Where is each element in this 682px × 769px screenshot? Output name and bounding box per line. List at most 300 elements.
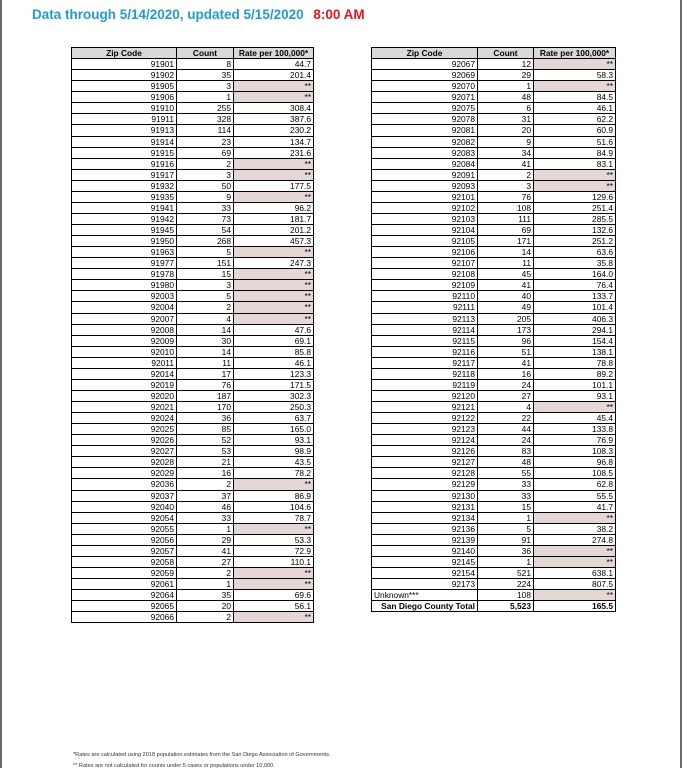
table-row <box>72 501 314 512</box>
table-row <box>72 534 314 545</box>
zip-cell: 92116 <box>372 346 478 357</box>
zip-cell: 92004 <box>72 302 177 313</box>
zip-cell: 92071 <box>372 92 478 103</box>
zip-cell: 92075 <box>372 103 478 114</box>
table-row <box>72 180 314 191</box>
count-cell: 41 <box>478 357 534 368</box>
table-row <box>72 202 314 213</box>
zip-cell: 92036 <box>72 479 177 490</box>
table-row <box>372 457 616 468</box>
zip-cell: 92114 <box>372 324 478 335</box>
rate-cell: 86.9 <box>234 490 314 501</box>
rate-cell: 164.0 <box>534 269 616 280</box>
rate-cell: ** <box>534 590 616 601</box>
table-row <box>72 490 314 501</box>
rate-cell: 251.2 <box>534 236 616 247</box>
count-cell: 15 <box>478 501 534 512</box>
table-row <box>72 523 314 534</box>
rate-cell: 133.7 <box>534 291 616 302</box>
rate-cell: 247.3 <box>234 258 314 269</box>
zip-cell: 91910 <box>72 103 177 114</box>
rate-cell: 46.1 <box>234 357 314 368</box>
table-row <box>372 191 616 202</box>
count-cell: 30 <box>177 335 234 346</box>
table-row <box>372 291 616 302</box>
table-row <box>72 590 314 601</box>
table-row <box>72 191 314 202</box>
table-row <box>372 258 616 269</box>
zip-cell: 92102 <box>372 202 478 213</box>
table-row <box>72 468 314 479</box>
table-row <box>72 479 314 490</box>
zip-cell: 91935 <box>72 191 177 202</box>
table-row <box>72 92 314 103</box>
count-cell: 29 <box>478 70 534 81</box>
rate-cell: 133.8 <box>534 424 616 435</box>
table-header-row <box>72 48 314 59</box>
rate-cell: 78.7 <box>234 512 314 523</box>
zip-cell: 92131 <box>372 501 478 512</box>
table-row <box>72 335 314 346</box>
count-cell: 111 <box>478 213 534 224</box>
rate-cell: 101.4 <box>534 302 616 313</box>
table-row <box>72 225 314 236</box>
rate-cell: 62.2 <box>534 114 616 125</box>
count-cell: 521 <box>478 567 534 578</box>
rate-cell: 76.9 <box>534 435 616 446</box>
count-cell: 33 <box>177 512 234 523</box>
rate-cell: 201.2 <box>234 225 314 236</box>
zip-cell: 92025 <box>72 424 177 435</box>
table-row <box>72 357 314 368</box>
table-row <box>72 457 314 468</box>
table-row <box>72 601 314 612</box>
table-row <box>372 313 616 324</box>
rate-cell: 96.2 <box>234 202 314 213</box>
count-cell: 11 <box>177 357 234 368</box>
zip-cell: 92027 <box>72 446 177 457</box>
zip-cell: 91914 <box>72 136 177 147</box>
rate-cell: 274.8 <box>534 534 616 545</box>
rate-cell: 123.3 <box>234 368 314 379</box>
table-row <box>372 567 616 578</box>
zip-cell: 92011 <box>72 357 177 368</box>
table-row <box>72 125 314 136</box>
zip-cell: 92069 <box>372 70 478 81</box>
zip-cell: 92091 <box>372 169 478 180</box>
count-cell: 96 <box>478 335 534 346</box>
count-cell: 2 <box>177 302 234 313</box>
label-cell: Unknown*** <box>372 590 478 601</box>
zip-cell: 91915 <box>72 147 177 158</box>
table-row <box>372 402 616 413</box>
unknown-row <box>372 590 616 601</box>
rate-cell: 406.3 <box>534 313 616 324</box>
count-cell: 76 <box>478 191 534 202</box>
count-cell: 31 <box>478 114 534 125</box>
rate-cell: 387.6 <box>234 114 314 125</box>
count-cell: 20 <box>478 125 534 136</box>
table-row <box>372 335 616 346</box>
rate-cell: ** <box>234 479 314 490</box>
zip-cell: 91942 <box>72 213 177 224</box>
zip-cell: 92106 <box>372 247 478 258</box>
table-header-row <box>372 48 616 59</box>
table-row <box>72 70 314 81</box>
table-row <box>72 567 314 578</box>
table-row <box>372 446 616 457</box>
zip-cell: 92136 <box>372 523 478 534</box>
table-row <box>72 103 314 114</box>
table-row <box>72 158 314 169</box>
zip-cell: 92059 <box>72 567 177 578</box>
zip-cell: 92117 <box>372 357 478 368</box>
rate-cell: 165.5 <box>534 601 616 612</box>
zip-cell: 92129 <box>372 479 478 490</box>
count-cell: 91 <box>478 534 534 545</box>
zip-cell: 91913 <box>72 125 177 136</box>
count-cell: 108 <box>478 590 534 601</box>
count-cell: 33 <box>478 479 534 490</box>
count-cell: 35 <box>177 70 234 81</box>
count-cell: 85 <box>177 424 234 435</box>
rate-cell: ** <box>234 291 314 302</box>
count-cell: 14 <box>177 324 234 335</box>
header-rate: Rate per 100,000* <box>234 48 314 59</box>
count-cell: 24 <box>478 379 534 390</box>
zip-cell: 92101 <box>372 191 478 202</box>
header-count: Count <box>177 48 234 59</box>
count-cell: 35 <box>177 590 234 601</box>
table-row <box>372 490 616 501</box>
zip-cell: 92003 <box>72 291 177 302</box>
count-cell: 11 <box>478 258 534 269</box>
zip-cell: 92037 <box>72 490 177 501</box>
zip-cell: 91945 <box>72 225 177 236</box>
count-cell: 3 <box>177 169 234 180</box>
rate-cell: 78.2 <box>234 468 314 479</box>
count-cell: 69 <box>478 225 534 236</box>
table-row <box>372 390 616 401</box>
rate-cell: 101.1 <box>534 379 616 390</box>
count-cell: 8 <box>177 59 234 70</box>
table-row <box>72 213 314 224</box>
table-row <box>372 556 616 567</box>
rate-cell: ** <box>234 269 314 280</box>
zip-cell: 92081 <box>372 125 478 136</box>
rate-cell: ** <box>534 169 616 180</box>
table-row <box>72 269 314 280</box>
count-cell: 1 <box>177 92 234 103</box>
table-row <box>372 136 616 147</box>
zip-cell: 92119 <box>372 379 478 390</box>
table-row <box>72 435 314 446</box>
zip-cell: 92057 <box>72 545 177 556</box>
table-row <box>372 501 616 512</box>
rate-cell: 69.1 <box>234 335 314 346</box>
count-cell: 16 <box>177 468 234 479</box>
table-row <box>372 324 616 335</box>
table-row <box>372 357 616 368</box>
zip-cell: 92109 <box>372 280 478 291</box>
rate-cell: 93.1 <box>234 435 314 446</box>
zip-cell: 92056 <box>72 534 177 545</box>
count-cell: 23 <box>177 136 234 147</box>
table-row <box>72 346 314 357</box>
table-row <box>372 147 616 158</box>
zip-table-right <box>371 47 616 612</box>
table-row <box>372 280 616 291</box>
count-cell: 24 <box>478 435 534 446</box>
table-row <box>372 269 616 280</box>
zip-cell: 92111 <box>372 302 478 313</box>
zip-cell: 92029 <box>72 468 177 479</box>
count-cell: 45 <box>478 269 534 280</box>
zip-cell: 92140 <box>372 545 478 556</box>
zip-cell: 92134 <box>372 512 478 523</box>
rate-cell: 45.4 <box>534 413 616 424</box>
rate-cell: 154.4 <box>534 335 616 346</box>
zip-cell: 92173 <box>372 579 478 590</box>
zip-cell: 92124 <box>372 435 478 446</box>
rate-cell: 84.9 <box>534 147 616 158</box>
zip-cell: 92067 <box>372 59 478 70</box>
zip-cell: 92120 <box>372 390 478 401</box>
count-cell: 41 <box>177 545 234 556</box>
rate-cell: 63.6 <box>534 247 616 258</box>
table-row <box>72 302 314 313</box>
count-cell: 2 <box>478 169 534 180</box>
count-cell: 51 <box>478 346 534 357</box>
table-row <box>372 81 616 92</box>
count-cell: 1 <box>478 81 534 92</box>
rate-cell: 58.3 <box>534 70 616 81</box>
zip-cell: 92024 <box>72 413 177 424</box>
zip-cell: 91932 <box>72 180 177 191</box>
count-cell: 55 <box>478 468 534 479</box>
rate-cell: 47.6 <box>234 324 314 335</box>
table-row <box>372 103 616 114</box>
table-row <box>372 368 616 379</box>
table-row <box>372 158 616 169</box>
zip-cell: 92113 <box>372 313 478 324</box>
zip-cell: 91917 <box>72 169 177 180</box>
count-cell: 5 <box>177 247 234 258</box>
zip-cell: 92115 <box>372 335 478 346</box>
table-row <box>72 612 314 623</box>
rate-cell: 38.2 <box>534 523 616 534</box>
header-zip-code: Zip Code <box>372 48 478 59</box>
table-row <box>372 225 616 236</box>
count-cell: 49 <box>478 302 534 313</box>
count-cell: 83 <box>478 446 534 457</box>
rate-cell: 63.7 <box>234 413 314 424</box>
rate-cell: 46.1 <box>534 103 616 114</box>
count-cell: 328 <box>177 114 234 125</box>
count-cell: 1 <box>177 579 234 590</box>
rate-cell: 181.7 <box>234 213 314 224</box>
zip-cell: 91978 <box>72 269 177 280</box>
table-row <box>72 446 314 457</box>
count-cell: 36 <box>177 413 234 424</box>
rate-cell: ** <box>534 59 616 70</box>
rate-cell: 251.4 <box>534 202 616 213</box>
table-row <box>372 92 616 103</box>
table-row <box>372 247 616 258</box>
rate-cell: 76.4 <box>534 280 616 291</box>
table-row <box>372 512 616 523</box>
count-cell: 41 <box>478 280 534 291</box>
zip-cell: 92014 <box>72 368 177 379</box>
count-cell: 2 <box>177 158 234 169</box>
zip-cell: 92070 <box>372 81 478 92</box>
count-cell: 44 <box>478 424 534 435</box>
count-cell: 14 <box>177 346 234 357</box>
table-row <box>72 379 314 390</box>
count-cell: 5 <box>177 291 234 302</box>
zip-cell: 92021 <box>72 402 177 413</box>
rate-cell: ** <box>234 302 314 313</box>
zip-cell: 92107 <box>372 258 478 269</box>
count-cell: 9 <box>177 191 234 202</box>
table-row <box>372 435 616 446</box>
count-cell: 16 <box>478 368 534 379</box>
count-cell: 52 <box>177 435 234 446</box>
count-cell: 46 <box>177 501 234 512</box>
zip-cell: 92078 <box>372 114 478 125</box>
table-row <box>372 545 616 556</box>
rate-cell: ** <box>234 81 314 92</box>
rate-cell: 35.8 <box>534 258 616 269</box>
rate-cell: 93.1 <box>534 390 616 401</box>
rate-cell: ** <box>234 191 314 202</box>
county-total-row <box>372 601 616 612</box>
count-cell: 27 <box>478 390 534 401</box>
count-cell: 53 <box>177 446 234 457</box>
rate-cell: ** <box>534 402 616 413</box>
count-cell: 37 <box>177 490 234 501</box>
zip-cell: 92154 <box>372 567 478 578</box>
rate-cell: 108.5 <box>534 468 616 479</box>
count-cell: 12 <box>478 59 534 70</box>
count-cell: 170 <box>177 402 234 413</box>
rate-cell: 177.5 <box>234 180 314 191</box>
zip-cell: 91902 <box>72 70 177 81</box>
table-row <box>372 125 616 136</box>
count-cell: 3 <box>478 180 534 191</box>
table-row <box>72 413 314 424</box>
table-row <box>372 302 616 313</box>
zip-cell: 92055 <box>72 523 177 534</box>
rate-cell: 294.1 <box>534 324 616 335</box>
rate-cell: 231.6 <box>234 147 314 158</box>
zip-cell: 92064 <box>72 590 177 601</box>
rate-cell: 69.6 <box>234 590 314 601</box>
count-cell: 255 <box>177 103 234 114</box>
rate-cell: 230.2 <box>234 125 314 136</box>
table-row <box>72 136 314 147</box>
table-row <box>72 324 314 335</box>
count-cell: 36 <box>478 545 534 556</box>
rate-cell: ** <box>534 81 616 92</box>
rate-cell: 78.8 <box>534 357 616 368</box>
rate-cell: 638.1 <box>534 567 616 578</box>
header-rate: Rate per 100,000* <box>534 48 616 59</box>
zip-cell: 92008 <box>72 324 177 335</box>
title-time-text: 8:00 AM <box>313 7 365 22</box>
count-cell: 224 <box>478 579 534 590</box>
zip-cell: 92108 <box>372 269 478 280</box>
count-cell: 2 <box>177 479 234 490</box>
table-row <box>72 556 314 567</box>
table-row <box>72 402 314 413</box>
count-cell: 17 <box>177 368 234 379</box>
rate-cell: ** <box>234 169 314 180</box>
rate-cell: 72.9 <box>234 545 314 556</box>
header-zip-code: Zip Code <box>72 48 177 59</box>
count-cell: 1 <box>177 523 234 534</box>
zip-cell: 92028 <box>72 457 177 468</box>
table-row <box>72 512 314 523</box>
rate-cell: ** <box>234 313 314 324</box>
rate-cell: 250.3 <box>234 402 314 413</box>
count-cell: 5 <box>478 523 534 534</box>
footnote-rates: *Rates are calculated using 2018 population estimates from the San Diego Association of Governments. <box>73 752 331 758</box>
count-cell: 173 <box>478 324 534 335</box>
zip-cell: 92121 <box>372 402 478 413</box>
rate-cell: 62.8 <box>534 479 616 490</box>
page-title <box>32 7 365 22</box>
table-row <box>72 169 314 180</box>
rate-cell: ** <box>234 612 314 623</box>
rate-cell: 104.6 <box>234 501 314 512</box>
zip-cell: 92122 <box>372 413 478 424</box>
rate-cell: ** <box>234 92 314 103</box>
zip-cell: 92065 <box>72 601 177 612</box>
count-cell: 54 <box>177 225 234 236</box>
table-row <box>72 59 314 70</box>
page-border-left <box>0 0 2 768</box>
zip-cell: 92145 <box>372 556 478 567</box>
zip-cell: 92084 <box>372 158 478 169</box>
table-row <box>372 70 616 81</box>
table-row <box>372 202 616 213</box>
zip-cell: 92058 <box>72 556 177 567</box>
count-cell: 22 <box>478 413 534 424</box>
count-cell: 48 <box>478 92 534 103</box>
rate-cell: ** <box>234 280 314 291</box>
zip-cell: 92026 <box>72 435 177 446</box>
count-cell: 20 <box>177 601 234 612</box>
zip-cell: 92126 <box>372 446 478 457</box>
table-row <box>72 313 314 324</box>
zip-cell: 92061 <box>72 579 177 590</box>
table-row <box>72 280 314 291</box>
count-cell: 48 <box>478 457 534 468</box>
rate-cell: 165.0 <box>234 424 314 435</box>
table-row <box>72 424 314 435</box>
count-cell: 4 <box>177 313 234 324</box>
zip-cell: 92130 <box>372 490 478 501</box>
rate-cell: 44.7 <box>234 59 314 70</box>
table-row <box>372 534 616 545</box>
count-cell: 21 <box>177 457 234 468</box>
zip-cell: 92103 <box>372 213 478 224</box>
rate-cell: 201.4 <box>234 70 314 81</box>
header-count: Count <box>478 48 534 59</box>
count-cell: 73 <box>177 213 234 224</box>
zip-cell: 92020 <box>72 390 177 401</box>
